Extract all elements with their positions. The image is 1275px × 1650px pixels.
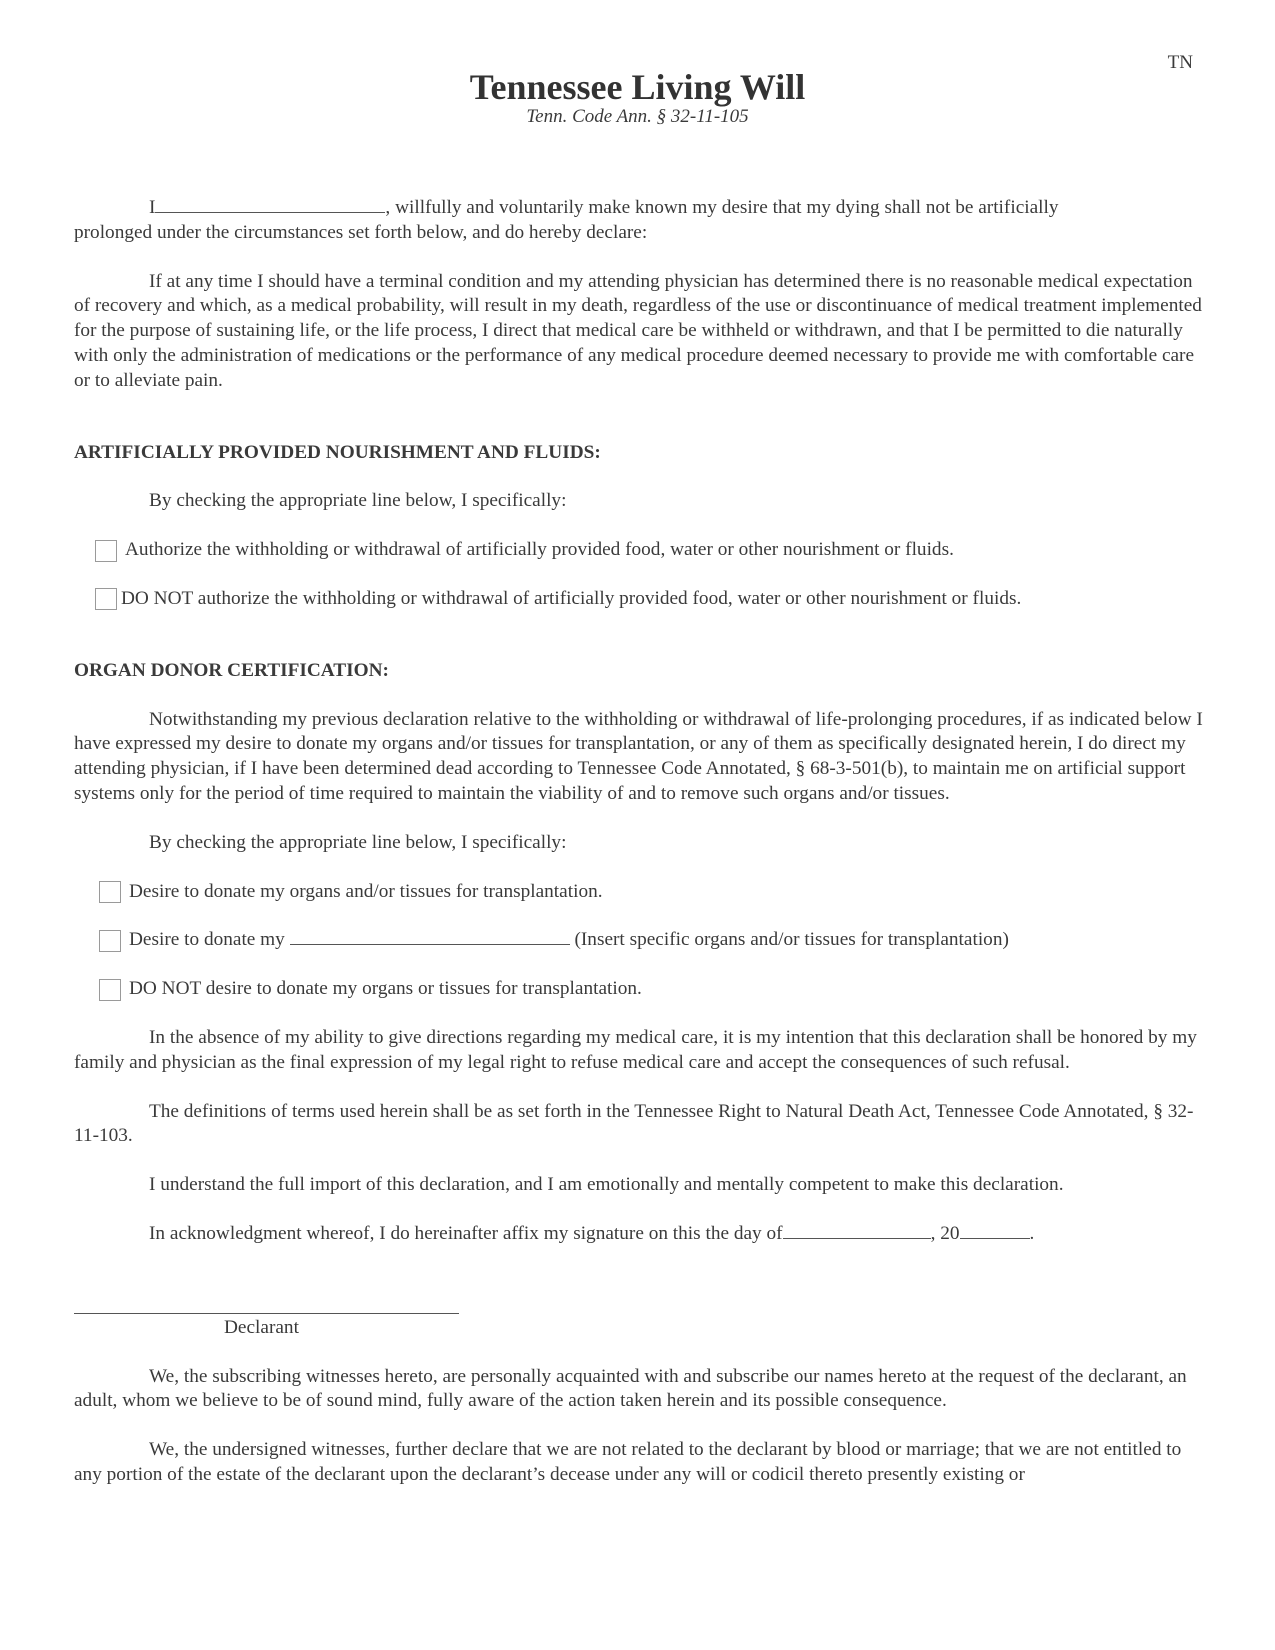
witness-paragraph-1: We, the subscribing witnesses hereto, are personally acquainted with and subscribe our names hereto at the request of the declarant, an adult, whom we believe to be of sound mind, fully aware of the action taken herein and its possible consequence. <box>74 1365 1187 1412</box>
intro-rest: , willfully and voluntarily make known my desire that my dying shall not be artificially <box>385 197 1059 218</box>
organ-option-do-not-donate <box>99 977 1204 1002</box>
donate-all-checkbox[interactable] <box>99 881 121 903</box>
declarant-signature-line[interactable] <box>74 1313 459 1314</box>
acknowledgment-start: In acknowledgment whereof, I do hereinafter affix my signature on this the day of <box>149 1222 783 1244</box>
understand-paragraph: I understand the full import of this declaration, and I am emotionally and mentally competent to make this declaration. <box>149 1174 1064 1196</box>
intro-paragraph <box>74 196 1204 246</box>
do-not-authorize-checkbox[interactable] <box>95 588 117 610</box>
acknowledgment-year-prefix: , 20 <box>930 1222 960 1244</box>
specific-organs-field[interactable] <box>290 929 570 945</box>
organ-option-donate-all <box>99 880 1204 905</box>
authorize-checkbox[interactable] <box>95 540 117 562</box>
intro-line2: prolonged under the circumstances set forth below, and do hereby declare: <box>74 221 648 243</box>
donate-specific-checkbox[interactable] <box>99 930 121 952</box>
donate-all-label: Desire to donate my organs and/or tissues for transplantation. <box>129 880 603 902</box>
acknowledgment-end: . <box>1029 1222 1035 1244</box>
donate-specific-start: Desire to donate my <box>129 929 290 951</box>
authorize-label: Authorize the withholding or withdrawal of artificially provided food, water or other nourishment or fluids. <box>125 539 954 561</box>
acknowledgment-paragraph <box>74 1222 1204 1247</box>
do-not-donate-label: DO NOT desire to donate my organs or tissues for transplantation. <box>129 978 642 1000</box>
do-not-authorize-label: DO NOT authorize the withholding or withdrawal of artificially provided food, water or other nourishment or fluids. <box>121 587 1022 609</box>
do-not-donate-checkbox[interactable] <box>99 979 121 1001</box>
declarant-name-field[interactable] <box>155 197 385 213</box>
donate-specific-label <box>129 928 1009 953</box>
intro-start: I <box>149 197 156 218</box>
document-title: Tennessee Living Will <box>469 67 806 107</box>
organ-donor-paragraph: Notwithstanding my previous declaration relative to the withholding or withdrawal of life-prolonging procedures, if as indicated below I have expressed my desire to donate my organs and/or tissues for transplantation, or any of them as specifically designated herein, I do direct my attending physician, if I have been determined dead according to Tennessee Code Annotated, § 68-3-501(b), to maintain me on artificial support systems only for the period of time required to maintain the viability of and to remove such organs and/or tissues. <box>74 708 1203 804</box>
nourishment-instruction: By checking the appropriate line below, I specifically: <box>149 490 567 512</box>
witness-paragraph-2: We, the undersigned witnesses, further declare that we are not related to the declarant by blood or marriage; that we are not entitled to any portion of the estate of the declarant upon the declarant’s decease under any will or codicil thereto presently existing or <box>74 1439 1182 1485</box>
terminal-condition-paragraph: If at any time I should have a terminal condition and my attending physician has determined there is no reasonable medical expectation of recovery and which, as a medical probability, will result in my death, regardless of the use or discontinuance of medical treatment implemented for the purpose of sustaining life, or the life process, I direct that medical care be withheld or withdrawn, and that I be permitted to die naturally with only the administration of medications or the performance of any medical procedure deemed necessary to provide me with comfortable care or to alleviate pain. <box>74 270 1202 391</box>
signing-year-field[interactable] <box>960 1223 1030 1239</box>
organ-donor-instruction: By checking the appropriate line below, I specifically: <box>149 831 567 853</box>
nourishment-option-authorize <box>95 538 1204 563</box>
statute-citation: Tenn. Code Ann. § 32-11-105 <box>526 106 749 127</box>
definitions-paragraph: The definitions of terms used herein shall be as set forth in the Tennessee Right to Natural Death Act, Tennessee Code Annotated, § 32-11-103. <box>74 1100 1194 1147</box>
nourishment-heading: ARTIFICIALLY PROVIDED NOURISHMENT AND FLUIDS: <box>74 441 601 463</box>
organ-option-donate-specific <box>99 928 1204 953</box>
signing-day-field[interactable] <box>783 1223 931 1239</box>
declarant-label: Declarant <box>224 1316 299 1338</box>
state-code: TN <box>1167 52 1193 73</box>
nourishment-option-do-not-authorize <box>95 587 1204 612</box>
absence-paragraph: In the absence of my ability to give directions regarding my medical care, it is my intention that this declaration shall be honored by my family and physician as the final expression of my legal right to refuse medical care and accept the consequences of such refusal. <box>74 1026 1197 1073</box>
organ-donor-heading: ORGAN DONOR CERTIFICATION: <box>74 659 389 681</box>
document-body <box>74 196 1204 1488</box>
donate-specific-end: (Insert specific organs and/or tissues for transplantation) <box>569 929 1009 951</box>
